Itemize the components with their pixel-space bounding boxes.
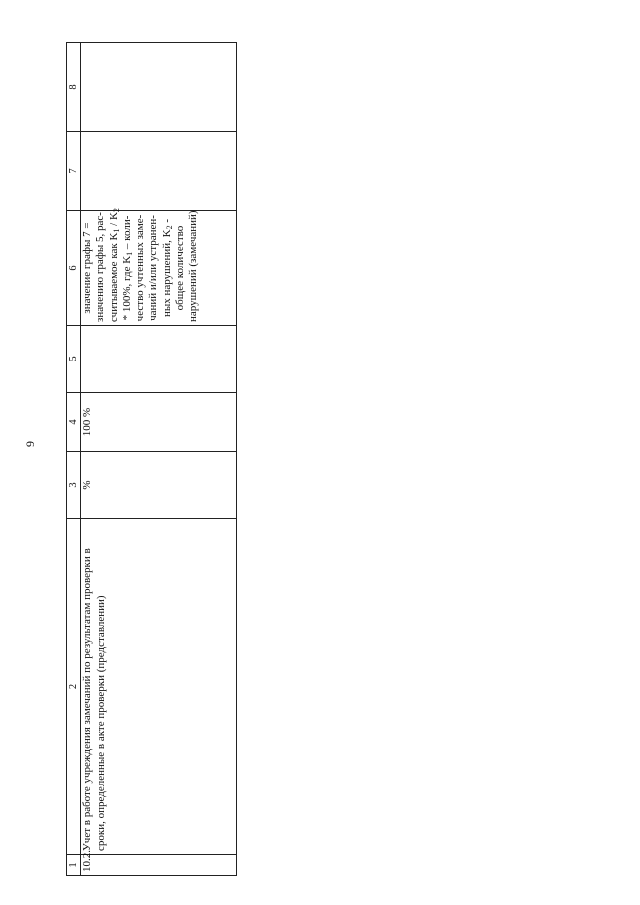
calc-line-7: ных нарушений, $K_2$ - xyxy=(160,218,174,318)
calc-line-3: считываемое как $K_1 / K_2$ xyxy=(107,208,121,322)
indicator-description: Учет в работе учреждения замечаний по результатам проверки в сроки, определенные в акте проверки (представлении) xyxy=(81,519,237,855)
calc-line-1: значение графы 7 = xyxy=(81,222,93,314)
calc-line-9: нарушений (замечаний) xyxy=(187,210,200,322)
calc-line-2: значению графы 5, рас- xyxy=(94,212,107,322)
table-row xyxy=(81,43,237,876)
column-number-row xyxy=(67,43,81,876)
column-number-2: 2 xyxy=(67,519,81,855)
calc-line-4: * 100%, где $K_1$ – коли- xyxy=(120,215,134,321)
column-8-cell xyxy=(81,43,237,132)
row-number: 10.2. xyxy=(81,855,237,876)
unit-cell: % xyxy=(81,452,237,519)
calc-line-8: общее количество xyxy=(174,225,187,311)
column-number-4: 4 xyxy=(67,393,81,452)
column-number-5: 5 xyxy=(67,326,81,393)
calculation-method-cell xyxy=(81,208,237,326)
column-5-cell xyxy=(81,326,237,393)
calc-line-6: чаний и/или устранен- xyxy=(147,215,160,321)
column-number-7: 7 xyxy=(67,132,81,211)
column-7-cell xyxy=(81,132,237,211)
column-number-1: 1 xyxy=(67,855,81,876)
indicator-table xyxy=(66,42,237,876)
target-value-cell: 100 % xyxy=(81,393,237,452)
rotated-table-container xyxy=(66,43,237,876)
column-number-6: 6 xyxy=(67,211,81,326)
calc-line-5: чество учтенных заме- xyxy=(134,214,147,322)
column-number-8: 8 xyxy=(67,43,81,132)
column-number-3: 3 xyxy=(67,452,81,519)
page-number: 9 xyxy=(23,441,37,447)
